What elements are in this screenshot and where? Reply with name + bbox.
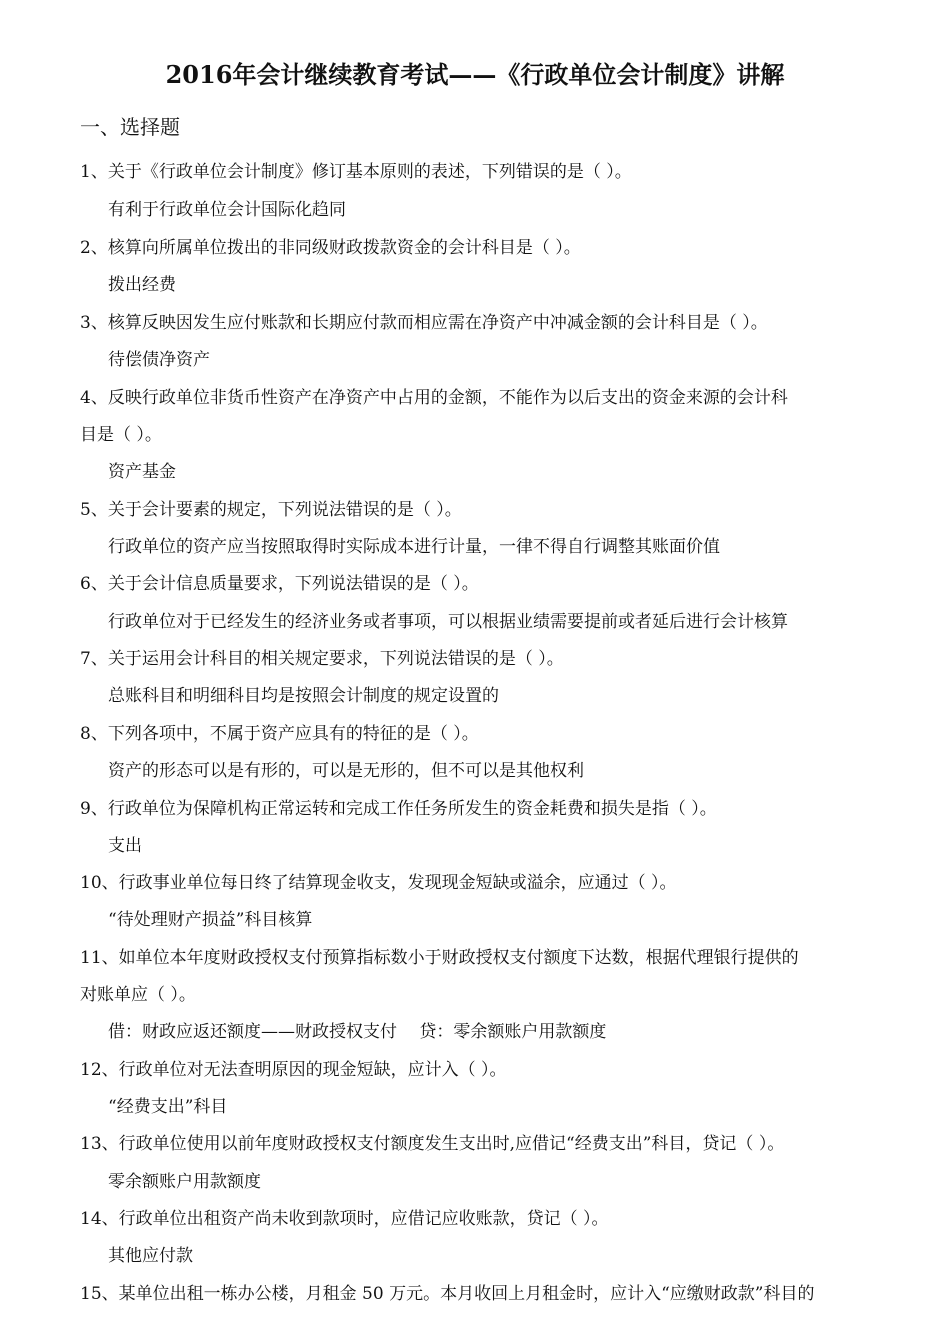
question-line: 2、核算向所属单位拨出的非同级财政拨款资金的会计科目是（ ）。 (80, 238, 581, 258)
question-line: 7、关于运用会计科目的相关规定要求，下列说法错误的是（ ）。 (80, 649, 564, 669)
question-line: 11、如单位本年度财政授权支付预算指标数小于财政授权支付额度下达数，根据代理银行提供的 (80, 948, 799, 968)
question-line: 12、行政单位对无法查明原因的现金短缺，应计入（ ）。 (80, 1060, 507, 1080)
question-line: 15、某单位出租一栋办公楼，月租金 50 万元。本月收回上月租金时，应计入“应缴财政款”科目的 (80, 1284, 815, 1304)
answer-line: 资产基金 (108, 462, 176, 482)
question-line: 4、反映行政单位非货币性资产在净资产中占用的金额，不能作为以后支出的资金来源的会计科 (80, 388, 788, 408)
question-line: 3、核算反映因发生应付账款和长期应付款而相应需在净资产中冲减金额的会计科目是（ ）。 (80, 313, 768, 333)
question-line: 14、行政单位出租资产尚未收到款项时，应借记应收账款，贷记（ ）。 (80, 1209, 609, 1229)
answer-line: 拨出经费 (108, 275, 176, 295)
question-line: 6、关于会计信息质量要求，下列说法错误的是（ ）。 (80, 574, 479, 594)
question-line: 1、关于《行政单位会计制度》修订基本原则的表述，下列错误的是（ ）。 (80, 162, 632, 182)
answer-line: 有利于行政单位会计国际化趋同 (108, 200, 346, 220)
answer-line: 资产的形态可以是有形的，可以是无形的，但不可以是其他权利 (108, 761, 584, 781)
question-line: 10、行政事业单位每日终了结算现金收支，发现现金短缺或溢余，应通过（ ）。 (80, 873, 677, 893)
answer-line: 其他应付款 (108, 1246, 193, 1266)
answer-line: 支出 (108, 836, 142, 856)
answer-line: “经费支出”科目 (108, 1097, 228, 1117)
answer-line: “待处理财产损益”科目核算 (108, 910, 313, 930)
question-line: 5、关于会计要素的规定，下列说法错误的是（ ）。 (80, 500, 462, 520)
answer-line: 总账科目和明细科目均是按照会计制度的规定设置的 (108, 686, 499, 706)
question-line-cont: 对账单应（ ）。 (80, 985, 196, 1005)
answer-line: 行政单位对于已经发生的经济业务或者事项，可以根据业绩需要提前或者延后进行会计核算 (108, 612, 788, 632)
answer-line: 零余额账户用款额度 (108, 1172, 261, 1192)
question-line: 13、行政单位使用以前年度财政授权支付额度发生支出时,应借记“经费支出”科目，贷记（ ）。 (80, 1134, 785, 1154)
answer-line: 待偿债净资产 (108, 350, 210, 370)
answer-line: 行政单位的资产应当按照取得时实际成本进行计量，一律不得自行调整其账面价值 (108, 537, 720, 557)
answer-line: 借：财政应返还额度——财政授权支付 贷：零余额账户用款额度 (108, 1022, 607, 1042)
section-heading: 一、选择题 (80, 115, 180, 139)
question-line: 8、下列各项中，不属于资产应具有的特征的是（ ）。 (80, 724, 479, 744)
document-title: 2016年会计继续教育考试——《行政单位会计制度》讲解 (165, 60, 785, 89)
question-line: 9、行政单位为保障机构正常运转和完成工作任务所发生的资金耗费和损失是指（ ）。 (80, 799, 717, 819)
question-line-cont: 目是（ ）。 (80, 425, 162, 445)
